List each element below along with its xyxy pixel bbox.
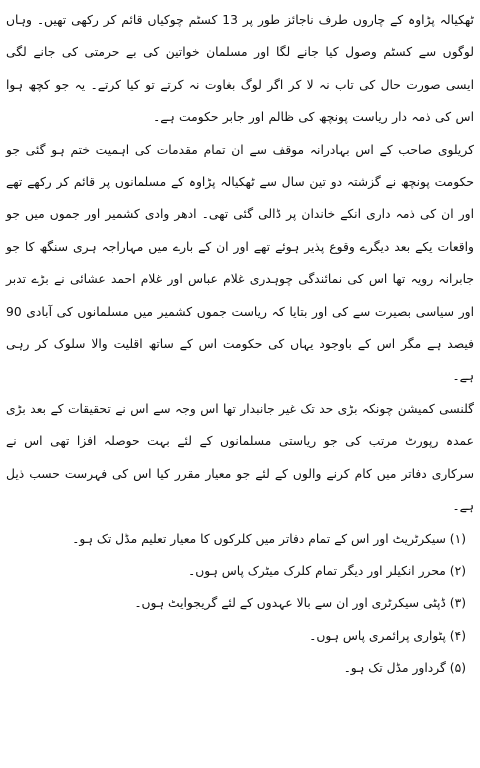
list-item: (۴) پٹواری پرائمری پاس ہوں۔ xyxy=(309,628,466,643)
paragraph-2: کریلوی صاحب کے اس بہادرانہ موقف سے ان تمام مقدمات کی اہمیت ختم ہو گئی جو حکومت پونچھ نے گزشتہ دو تین سال سے ٹھکیالہ پڑاوہ کے مسلمانوں پر قائم کر رکھے تھے اور ان کی ذمہ داری انکے خاندان پر ڈالی گئی تھی۔ ادھر وادی کشمیر اور جموں میں جو واقعات یکے بعد دیگرے وقوع پذیر ہوئے تھے اور ان کے بارے میں مہاراجہ ہری سنگھ کا جو جابرانہ رویہ تھا اس کی نمائندگی چوہدری غلام عباس اور غلام احمد عشائی نے بڑے تدبر اور سیاسی بصیرت سے کی اور بتایا کہ ریاست جموں کشمیر میں مسلمانوں کی آبادی 90 فیصد ہے مگر اس کے باوجود یہاں کی حکومت اس کے ساتھ اقلیت والا سلوک کر رہی ہے۔ xyxy=(6,142,474,384)
list-item: (۵) گرداور مڈل تک ہو۔ xyxy=(343,661,466,676)
list-item: (۳) ڈپٹی سیکرٹری اور ان سے بالا عہدوں کے لئے گریجوایٹ ہوں۔ xyxy=(134,596,466,611)
paragraph-3: گلنسی کمیشن چونکہ بڑی حد تک غیر جانبدار تھا اس وجہ سے اس نے تحقیقات کے بعد بڑی عمدہ رپورٹ مرتب کی جو ریاستی مسلمانوں کے لئے بہت حوصلہ افزا تھی اس نے سرکاری دفاتر میں کام کرنے والوں کے لئے جو معیار مقرر کیا اس کی فہرست حسب ذیل ہے۔ xyxy=(6,401,474,514)
paragraph-1: ٹھکیالہ پڑاوہ کے چاروں طرف ناجائز طور پر 13 کسٹم چوکیاں قائم کر رکھی تھیں۔ وہاں لوگوں سے کسٹم وصول کیا جانے لگا اور مسلمان خواتین کی بے حرمتی کی جانے لگی ایسی صورت حال کی تاب نہ لا کر اگر لوگ بغاوت نہ کرتے تو کیا کرتے۔ یہ جو کچھ ہوا اس کی ذمہ دار ریاست پونچھ کی ظالم اور جابر حکومت ہے۔ xyxy=(6,13,474,125)
list-item: (۱) سیکرٹریٹ اور اس کے تمام دفاتر میں کلرکوں کا معیار تعلیم مڈل تک ہو۔ xyxy=(72,531,466,546)
criteria-list xyxy=(6,523,474,685)
list-item: (۲) محرر انکیلر اور دیگر تمام کلرک میٹرک پاس ہوں۔ xyxy=(188,563,466,578)
